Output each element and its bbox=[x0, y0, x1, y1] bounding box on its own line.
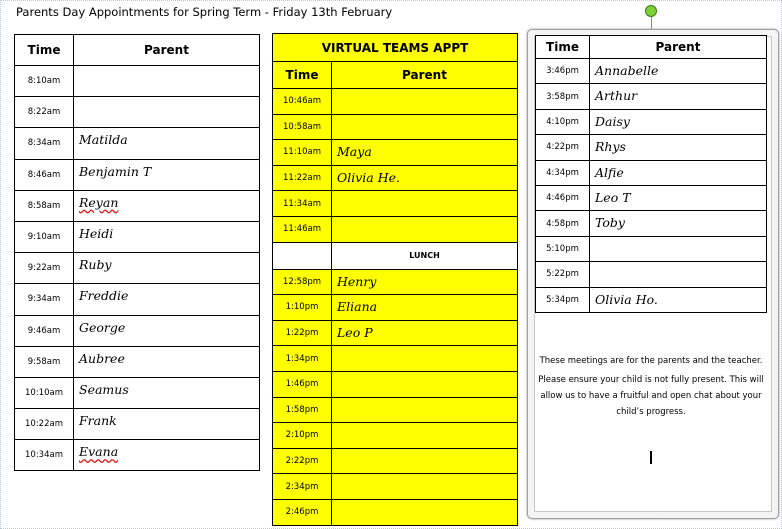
lunch-spacer bbox=[273, 242, 332, 269]
parent-cell[interactable]: Matilda bbox=[74, 128, 260, 159]
table-row[interactable] bbox=[273, 346, 518, 372]
parent-cell[interactable] bbox=[74, 190, 260, 221]
time-cell: 9:58am bbox=[15, 346, 74, 377]
time-cell: 2:22pm bbox=[273, 448, 332, 474]
parent-cell[interactable] bbox=[332, 191, 518, 217]
parent-header: Parent bbox=[332, 62, 518, 89]
time-cell: 4:10pm bbox=[536, 109, 590, 134]
table-row[interactable] bbox=[15, 66, 260, 97]
time-cell: 3:46pm bbox=[536, 59, 590, 84]
table-row[interactable] bbox=[536, 185, 767, 210]
parent-cell[interactable] bbox=[332, 474, 518, 500]
time-cell: 10:34am bbox=[15, 440, 74, 471]
time-cell: 2:34pm bbox=[273, 474, 332, 500]
parent-cell[interactable]: Eliana bbox=[332, 295, 518, 321]
time-cell: 11:34am bbox=[273, 191, 332, 217]
parent-cell[interactable]: Leo P bbox=[332, 320, 518, 346]
parent-cell[interactable]: Maya bbox=[332, 140, 518, 166]
table-row[interactable] bbox=[273, 216, 518, 242]
virtual-table-title: VIRTUAL TEAMS APPT bbox=[273, 34, 518, 62]
table-row[interactable] bbox=[273, 474, 518, 500]
table-row[interactable] bbox=[273, 371, 518, 397]
parent-cell[interactable]: Arthur bbox=[590, 84, 767, 109]
time-header: Time bbox=[536, 36, 590, 59]
table-row[interactable] bbox=[273, 499, 518, 525]
rotation-handle[interactable] bbox=[645, 5, 657, 17]
table-row[interactable] bbox=[15, 221, 260, 252]
time-cell: 8:58am bbox=[15, 190, 74, 221]
parent-cell[interactable]: Daisy bbox=[590, 109, 767, 134]
table-row[interactable] bbox=[15, 440, 260, 471]
time-cell: 8:34am bbox=[15, 128, 74, 159]
parent-cell[interactable]: Frank bbox=[74, 409, 260, 440]
parent-cell[interactable]: Seamus bbox=[74, 377, 260, 408]
parent-cell[interactable] bbox=[74, 97, 260, 128]
table-row[interactable] bbox=[536, 236, 767, 261]
parent-cell[interactable] bbox=[332, 423, 518, 449]
table-row[interactable] bbox=[273, 114, 518, 140]
time-cell: 2:46pm bbox=[273, 499, 332, 525]
time-cell: 2:10pm bbox=[273, 423, 332, 449]
parent-cell[interactable] bbox=[332, 499, 518, 525]
time-cell: 10:22am bbox=[15, 409, 74, 440]
time-cell: 11:46am bbox=[273, 216, 332, 242]
table-row[interactable] bbox=[15, 315, 260, 346]
time-cell: 10:10am bbox=[15, 377, 74, 408]
time-cell: 11:10am bbox=[273, 140, 332, 166]
table-row[interactable] bbox=[536, 287, 767, 312]
note-line-1: These meetings are for the parents and the teacher. bbox=[539, 356, 763, 366]
parent-header: Parent bbox=[590, 36, 767, 59]
time-cell: 9:22am bbox=[15, 253, 74, 284]
time-cell: 1:22pm bbox=[273, 320, 332, 346]
time-cell: 1:46pm bbox=[273, 371, 332, 397]
spellcheck-name: Evana bbox=[79, 444, 119, 460]
parent-cell[interactable] bbox=[332, 89, 518, 115]
parent-cell[interactable] bbox=[332, 397, 518, 423]
parent-cell[interactable] bbox=[590, 236, 767, 261]
table-row[interactable] bbox=[273, 423, 518, 449]
time-cell: 1:10pm bbox=[273, 295, 332, 321]
table-row[interactable] bbox=[15, 97, 260, 128]
parent-cell[interactable] bbox=[332, 371, 518, 397]
parent-cell[interactable]: Freddie bbox=[74, 284, 260, 315]
morning-appointments-table bbox=[14, 34, 260, 471]
time-cell: 11:22am bbox=[273, 165, 332, 191]
table-row[interactable] bbox=[15, 409, 260, 440]
parent-cell[interactable]: Ruby bbox=[74, 253, 260, 284]
time-cell: 4:58pm bbox=[536, 211, 590, 236]
table-row[interactable] bbox=[15, 128, 260, 159]
table-row[interactable] bbox=[273, 320, 518, 346]
table-row[interactable] bbox=[273, 397, 518, 423]
table-row[interactable] bbox=[536, 59, 767, 84]
table-row[interactable] bbox=[273, 269, 518, 295]
parent-cell[interactable]: Annabelle bbox=[590, 59, 767, 84]
parent-cell[interactable] bbox=[74, 66, 260, 97]
time-cell: 10:58am bbox=[273, 114, 332, 140]
time-header: Time bbox=[273, 62, 332, 89]
table-row[interactable] bbox=[536, 211, 767, 236]
parent-cell[interactable]: Benjamin T bbox=[74, 159, 260, 190]
spellcheck-name: Reyan bbox=[79, 194, 119, 210]
table-row[interactable] bbox=[536, 109, 767, 134]
table-row[interactable] bbox=[273, 448, 518, 474]
parent-cell[interactable]: Olivia He. bbox=[332, 165, 518, 191]
table-row[interactable] bbox=[15, 253, 260, 284]
table-row[interactable] bbox=[273, 140, 518, 166]
lunch-label: LUNCH bbox=[332, 242, 518, 269]
parent-cell[interactable]: Heidi bbox=[74, 221, 260, 252]
table-row[interactable] bbox=[273, 191, 518, 217]
parent-cell[interactable]: Alfie bbox=[590, 160, 767, 185]
resize-handle-dots[interactable]: ..... bbox=[645, 513, 662, 521]
table-row[interactable] bbox=[273, 295, 518, 321]
time-cell: 8:46am bbox=[15, 159, 74, 190]
table-row[interactable] bbox=[273, 165, 518, 191]
time-cell: 9:10am bbox=[15, 221, 74, 252]
time-cell: 3:58pm bbox=[536, 84, 590, 109]
parent-cell[interactable]: George bbox=[74, 315, 260, 346]
afternoon-appointments-table bbox=[535, 35, 767, 313]
parent-cell[interactable] bbox=[332, 114, 518, 140]
table-row[interactable] bbox=[536, 160, 767, 185]
time-cell: 9:46am bbox=[15, 315, 74, 346]
text-cursor bbox=[650, 451, 652, 464]
parent-cell[interactable]: Leo T bbox=[590, 185, 767, 210]
parent-cell[interactable] bbox=[332, 216, 518, 242]
info-note[interactable] bbox=[536, 350, 766, 420]
time-cell: 5:22pm bbox=[536, 262, 590, 287]
time-cell: 1:34pm bbox=[273, 346, 332, 372]
parent-cell[interactable]: Olivia Ho. bbox=[590, 287, 767, 312]
table-row[interactable] bbox=[15, 284, 260, 315]
parent-cell[interactable] bbox=[332, 346, 518, 372]
table-row[interactable] bbox=[536, 135, 767, 160]
table-row[interactable] bbox=[273, 89, 518, 115]
time-cell: 12:58pm bbox=[273, 269, 332, 295]
table-row[interactable] bbox=[536, 262, 767, 287]
table-row[interactable] bbox=[15, 346, 260, 377]
time-cell: 10:46am bbox=[273, 89, 332, 115]
parent-cell[interactable]: Rhys bbox=[590, 135, 767, 160]
page-title: Parents Day Appointments for Spring Term - Friday 13th February bbox=[16, 5, 393, 19]
time-cell: 4:22pm bbox=[536, 135, 590, 160]
parent-cell[interactable] bbox=[332, 448, 518, 474]
time-cell: 5:34pm bbox=[536, 287, 590, 312]
parent-cell[interactable]: Aubree bbox=[74, 346, 260, 377]
parent-cell[interactable]: Henry bbox=[332, 269, 518, 295]
parent-header: Parent bbox=[74, 35, 260, 66]
time-cell: 8:22am bbox=[15, 97, 74, 128]
table-row[interactable] bbox=[15, 377, 260, 408]
table-row[interactable] bbox=[15, 190, 260, 221]
time-cell: 4:34pm bbox=[536, 160, 590, 185]
parent-cell[interactable] bbox=[74, 440, 260, 471]
time-header: Time bbox=[15, 35, 74, 66]
table-row[interactable] bbox=[15, 159, 260, 190]
parent-cell[interactable]: Toby bbox=[590, 211, 767, 236]
time-cell: 9:34am bbox=[15, 284, 74, 315]
note-line-2: Please ensure your child is not fully present. This will allow us to have a fruitful and open chat about your child’s progress. bbox=[538, 375, 764, 417]
table-row[interactable] bbox=[536, 84, 767, 109]
time-cell: 4:46pm bbox=[536, 185, 590, 210]
time-cell: 8:10am bbox=[15, 66, 74, 97]
time-cell: 5:10pm bbox=[536, 236, 590, 261]
virtual-appointments-table bbox=[272, 33, 518, 526]
time-cell: 1:58pm bbox=[273, 397, 332, 423]
parent-cell[interactable] bbox=[590, 262, 767, 287]
